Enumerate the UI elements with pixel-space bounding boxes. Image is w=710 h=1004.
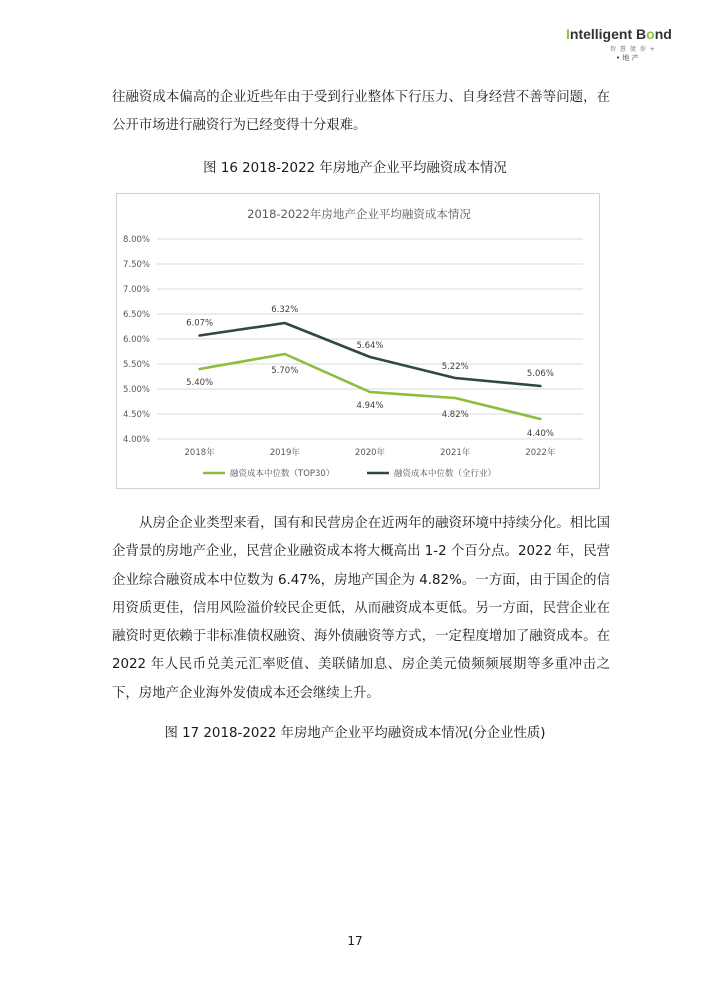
y-tick-label: 5.00% — [122, 385, 150, 395]
data-label: 6.32% — [271, 305, 299, 315]
data-label: 5.64% — [356, 341, 384, 351]
y-tick-label: 6.00% — [122, 335, 150, 345]
data-label: 5.06% — [526, 369, 554, 379]
y-tick-label: 7.00% — [122, 285, 150, 295]
chart-container — [116, 193, 600, 489]
y-tick-label: 7.50% — [122, 260, 150, 270]
figure-17-caption: 图 17 2018-2022 年房地产企业平均融资成本情况(分企业性质) — [164, 726, 546, 741]
data-label: 5.22% — [441, 362, 469, 372]
data-label: 4.94% — [356, 401, 384, 411]
x-tick-label: 2021年 — [440, 448, 471, 458]
paragraph-1: 往融资成本偏高的企业近些年由于受到行业整体下行压力、自身经营不善等问题，在公开市场进行融资行为已经变得十分艰难。 — [112, 90, 610, 134]
data-label: 5.70% — [271, 366, 299, 376]
logo-subtitle-2: • 地 产 — [616, 54, 639, 62]
brand-logo — [566, 22, 686, 62]
series-line-2 — [200, 323, 541, 386]
legend-label-1: 融资成本中位数（TOP30） — [230, 469, 335, 479]
x-tick-label: 2019年 — [269, 448, 300, 458]
data-label: 4.40% — [526, 429, 554, 439]
paragraph-2: 从房企企业类型来看，国有和民营房企在近两年的融资环境中持续分化。相比国企背景的房地产企业，民营企业融资成本将大概高出 1-2 个百分点。2022 年，民营企业综合融资成本中位数为 6.47%，房地产国企为 4.82%。一方面，由于国企的信用资质更佳，信用风险溢价较民企更低，从而融资成本更低。另一方面，民营企业在融资时更依赖于非标准债权融资、海外债融资等方式，一定程度增加了融资成本。在 2022 年人民币兑美元汇率贬值、美联储加息、房企美元债频频展期等多重冲击之下，房地产企业海外发债成本还会继续上升。 — [112, 516, 610, 701]
y-tick-label: 8.00% — [122, 235, 150, 245]
figure-16-caption: 图 16 2018-2022 年房地产企业平均融资成本情况 — [203, 161, 507, 176]
data-label: 6.07% — [186, 318, 214, 329]
y-tick-label: 5.50% — [122, 360, 150, 370]
y-tick-label: 6.50% — [122, 310, 150, 320]
chart-title: 2018-2022年房地产企业平均融资成本情况 — [247, 207, 471, 221]
legend-label-2: 融资成本中位数（全行业） — [394, 469, 497, 479]
x-tick-label: 2022年 — [525, 448, 556, 458]
x-tick-label: 2020年 — [354, 448, 386, 458]
logo-subtitle: 智 慧 债 券 + — [610, 46, 656, 53]
page-number: 17 — [347, 934, 363, 948]
line-chart — [117, 194, 601, 490]
y-tick-label: 4.00% — [122, 435, 150, 445]
logo-wordmark: Intelligent Bond — [566, 26, 672, 42]
x-tick-label: 2018年 — [184, 448, 215, 458]
y-tick-label: 4.50% — [122, 410, 150, 420]
data-label: 4.82% — [441, 410, 469, 420]
data-label: 5.40% — [186, 378, 214, 388]
